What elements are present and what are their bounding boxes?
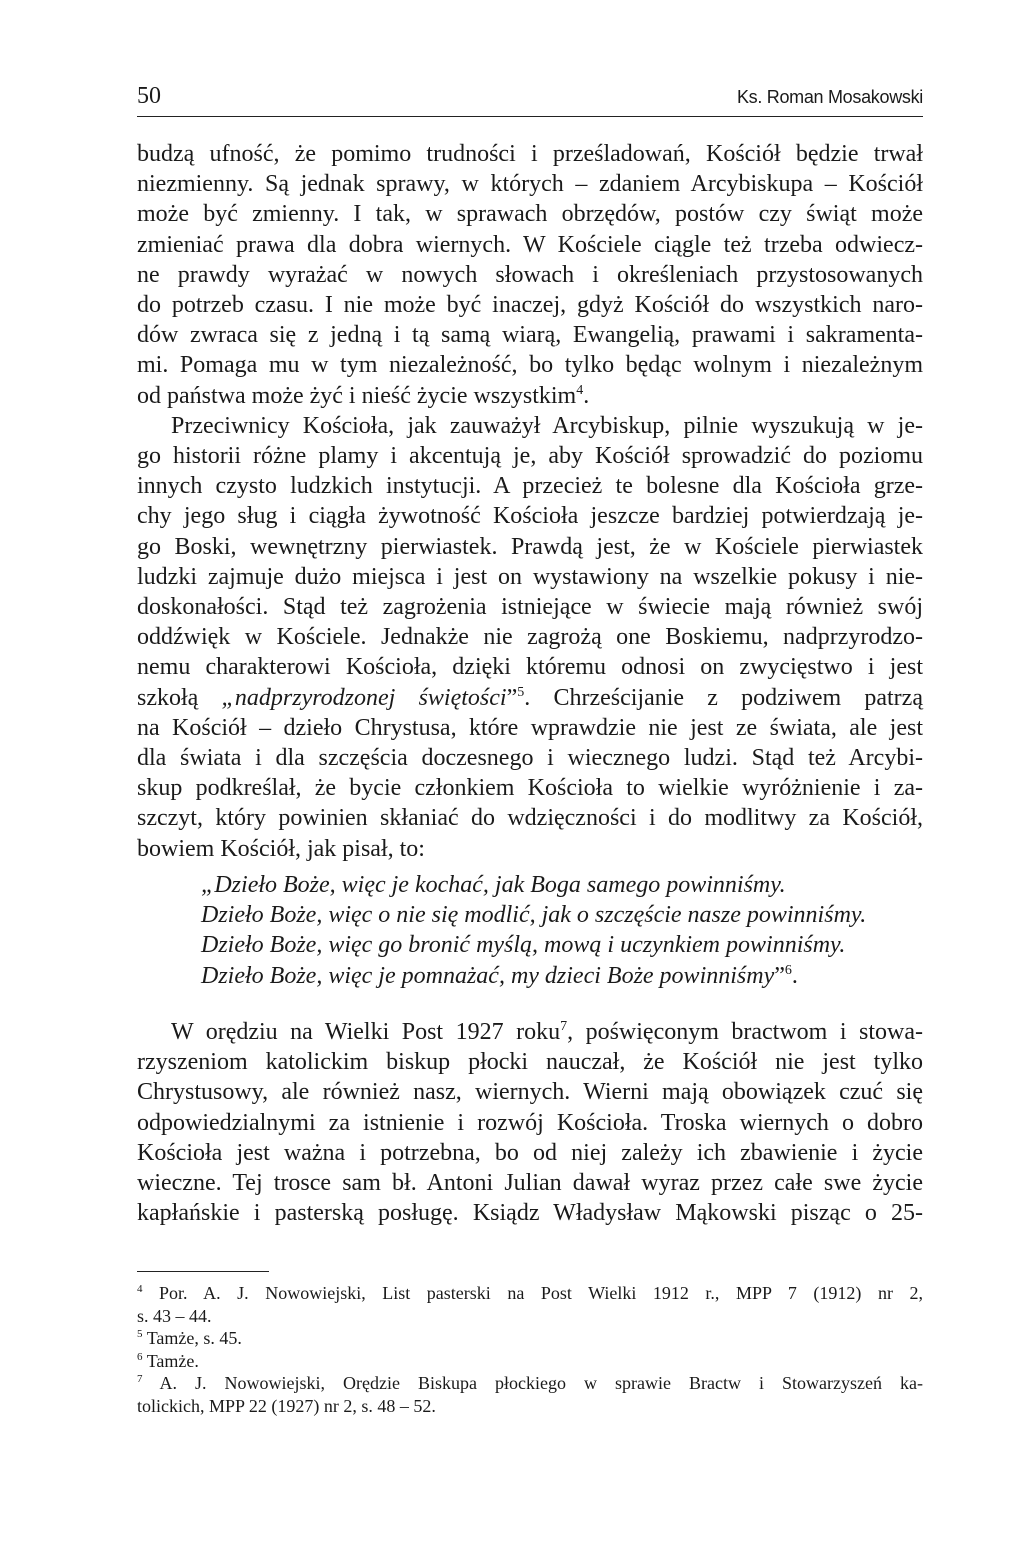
text-line: doskonałości. Stąd też zagrożenia istniejące w świecie mają również swój xyxy=(137,594,923,621)
quote-line xyxy=(201,961,923,991)
text-line: skup podkreślał, że bycie członkiem Kościoła to wielkie wyróżnienie i za- xyxy=(137,775,923,802)
block-quote xyxy=(201,870,923,991)
footnote-text: A. J. Nowowiejski, Orędzie Biskupa płockiego w sprawie Bractw i Stowarzyszeń ka- xyxy=(159,1373,923,1393)
main-text-upper xyxy=(137,139,923,864)
text-line xyxy=(137,1017,923,1047)
footnote-6 xyxy=(137,1350,923,1373)
text-line: rzyszeniom katolickim biskup płocki nauczał, że Kościół nie jest tylko xyxy=(137,1049,923,1076)
text-line: dów zwraca się z jedną i tą samą wiarą, Ewangelią, prawami i sakramenta- xyxy=(137,322,923,349)
main-text-lower xyxy=(137,1017,923,1228)
text-fragment: . xyxy=(583,382,590,409)
footnote-ref-6[interactable]: 6 xyxy=(784,962,792,978)
footnote-number: 6 xyxy=(137,1350,143,1363)
text-fragment: . xyxy=(791,962,798,989)
text-line: odpowiedzialnymi za istnienie i rozwój Kościoła. Troska wiernych o dobro xyxy=(137,1109,923,1136)
page-header xyxy=(137,82,923,117)
footnote-line xyxy=(137,1328,242,1348)
footnotes xyxy=(137,1282,923,1417)
text-line: zmieniać prawa dla dobra wiernych. W Kościele ciągle też trzeba odwiecz- xyxy=(137,231,923,258)
running-head-author: Ks. Roman Mosakowski xyxy=(736,87,923,107)
text-line: Przeciwnicy Kościoła, jak zauważył Arcybiskup, pilnie wyszukują w je- xyxy=(171,412,923,439)
text-fragment: ” xyxy=(506,684,518,711)
text-line: na Kościół – dzieło Chrystusa, które wprawdzie nie jest ze świata, ale jest xyxy=(137,714,923,741)
footnote-ref-4[interactable]: 4 xyxy=(576,382,584,398)
footnote-text: Por. A. J. Nowowiejski, List pasterski na Post Wielki 1912 r., MPP 7 (1912) nr 2, xyxy=(159,1283,923,1303)
text-line: chy jego sług i ciągła żywotność Kościoła jeszcze bardziej potwierdzają je- xyxy=(137,503,923,530)
text-line xyxy=(137,381,923,411)
footnote-line xyxy=(137,1351,199,1371)
text-line: ludzki zajmuje dużo miejsca i jest on wystawiony na wszelkie pokusy i nie- xyxy=(137,563,923,590)
text-line: wieczne. Tej trosce sam bł. Antoni Julian dawał wyraz przez całe swe życie xyxy=(137,1170,923,1197)
text-line xyxy=(137,683,923,713)
text-line: budzą ufność, że pomimo trudności i prześladowań, Kościół będzie trwał xyxy=(137,141,923,167)
footnote-5 xyxy=(137,1327,923,1350)
footnote-4 xyxy=(137,1282,923,1327)
footnote-line xyxy=(137,1372,923,1395)
footnote-number: 5 xyxy=(137,1328,143,1340)
text-line: go Boski, wewnętrzny pierwiastek. Prawdą jest, że w Kościele pierwiastek xyxy=(137,533,923,560)
quote-line: Dzieło Boże, więc go bronić myślą, mową i uczynkiem powinniśmy. xyxy=(201,932,846,959)
text-line: niezmienny. Są jednak sprawy, w których – zdaniem Arcybiskupa – Kościół xyxy=(137,171,923,198)
text-line: innych czysto ludzkich instytucji. A przecież te bolesne dla Kościoła grze- xyxy=(137,473,923,500)
footnote-line xyxy=(137,1282,923,1305)
paragraph-3 xyxy=(137,1017,923,1228)
footnote-line: tolickich, MPP 22 (1927) nr 2, s. 48 – 52. xyxy=(137,1395,436,1416)
text-line: do potrzeb czasu. I nie może być inaczej, gdyż Kościół do wszystkich naro- xyxy=(137,292,923,319)
text-line: mi. Pomaga mu w tym niezależność, bo tylko będąc wolnym i niezależnym xyxy=(137,352,923,379)
footnote-number: 7 xyxy=(137,1373,143,1385)
quote-line: Dzieło Boże, więc o nie się modlić, jak o szczęście nasze powinniśmy. xyxy=(201,902,867,929)
text-fragment: ” xyxy=(774,962,785,989)
text-fragment: . Chrześcijanie z podziwem patrzą xyxy=(524,684,923,711)
text-line: go historii różne plamy i akcentują je, aby Kościół sprowadzić do poziomu xyxy=(137,443,923,470)
text-line: może być zmienny. I tak, w sprawach obrzędów, postów czy świąt może xyxy=(137,201,923,228)
text-line: dla świata i dla szczęścia doczesnego i wiecznego ludzi. Stąd też Arcybi- xyxy=(137,745,923,772)
footnote-ref-5[interactable]: 5 xyxy=(517,684,525,700)
footnote-number: 4 xyxy=(137,1283,143,1295)
footnote-line: s. 43 – 44. xyxy=(137,1305,212,1326)
text-fragment: W orędziu na Wielki Post 1927 roku xyxy=(171,1019,561,1045)
text-line: Chrystusowy, ale również nasz, wiernych. Wierni mają obowiązek czuć się xyxy=(137,1079,923,1106)
paragraph-1 xyxy=(137,139,923,411)
text-fragment: , poświęconym bractwom i stowa- xyxy=(567,1019,923,1045)
text-fragment: Dzieło Boże, więc je pomnażać, my dzieci Boże powinniśmy xyxy=(201,962,775,989)
footnote-text: Tamże, s. 45. xyxy=(146,1328,242,1348)
footnote-text: Tamże. xyxy=(146,1350,199,1371)
quote-line: „Dzieło Boże, więc je kochać, jak Boga samego powinniśmy. xyxy=(201,872,786,898)
text-fragment: od państwa może żyć i nieść życie wszystkim xyxy=(137,382,577,409)
text-line: kapłańskie i pasterską posługę. Ksiądz Władysław Mąkowski pisząc o 25- xyxy=(137,1200,923,1227)
text-line: ne prawdy wyrażać w nowych słowach i określeniach przystosowanych xyxy=(137,261,923,288)
text-line: bowiem Kościół, jak pisał, to: xyxy=(137,835,425,862)
footnote-divider xyxy=(137,1271,269,1272)
text-line: nemu charakterowi Kościoła, dzięki któremu odnosi on zwycięstwo i jest xyxy=(137,654,923,681)
paragraph-2 xyxy=(137,411,923,864)
text-fragment: szkołą xyxy=(137,684,222,711)
text-line: Kościoła jest ważna i potrzebna, bo od niej zależy ich zbawienie i życie xyxy=(137,1139,923,1166)
footnote-7 xyxy=(137,1372,923,1417)
text-line: szczyt, który powinien skłaniać do wdzięczności i do modlitwy za Kościół, xyxy=(137,805,923,832)
page-number: 50 xyxy=(137,83,161,109)
text-line: oddźwięk w Kościele. Jednakże nie zagrożą one Boskiemu, nadprzyrodzo- xyxy=(137,624,923,651)
quoted-phrase: „nadprzyrodzonej świętości xyxy=(221,684,507,711)
footnote-ref-7[interactable]: 7 xyxy=(560,1019,568,1034)
